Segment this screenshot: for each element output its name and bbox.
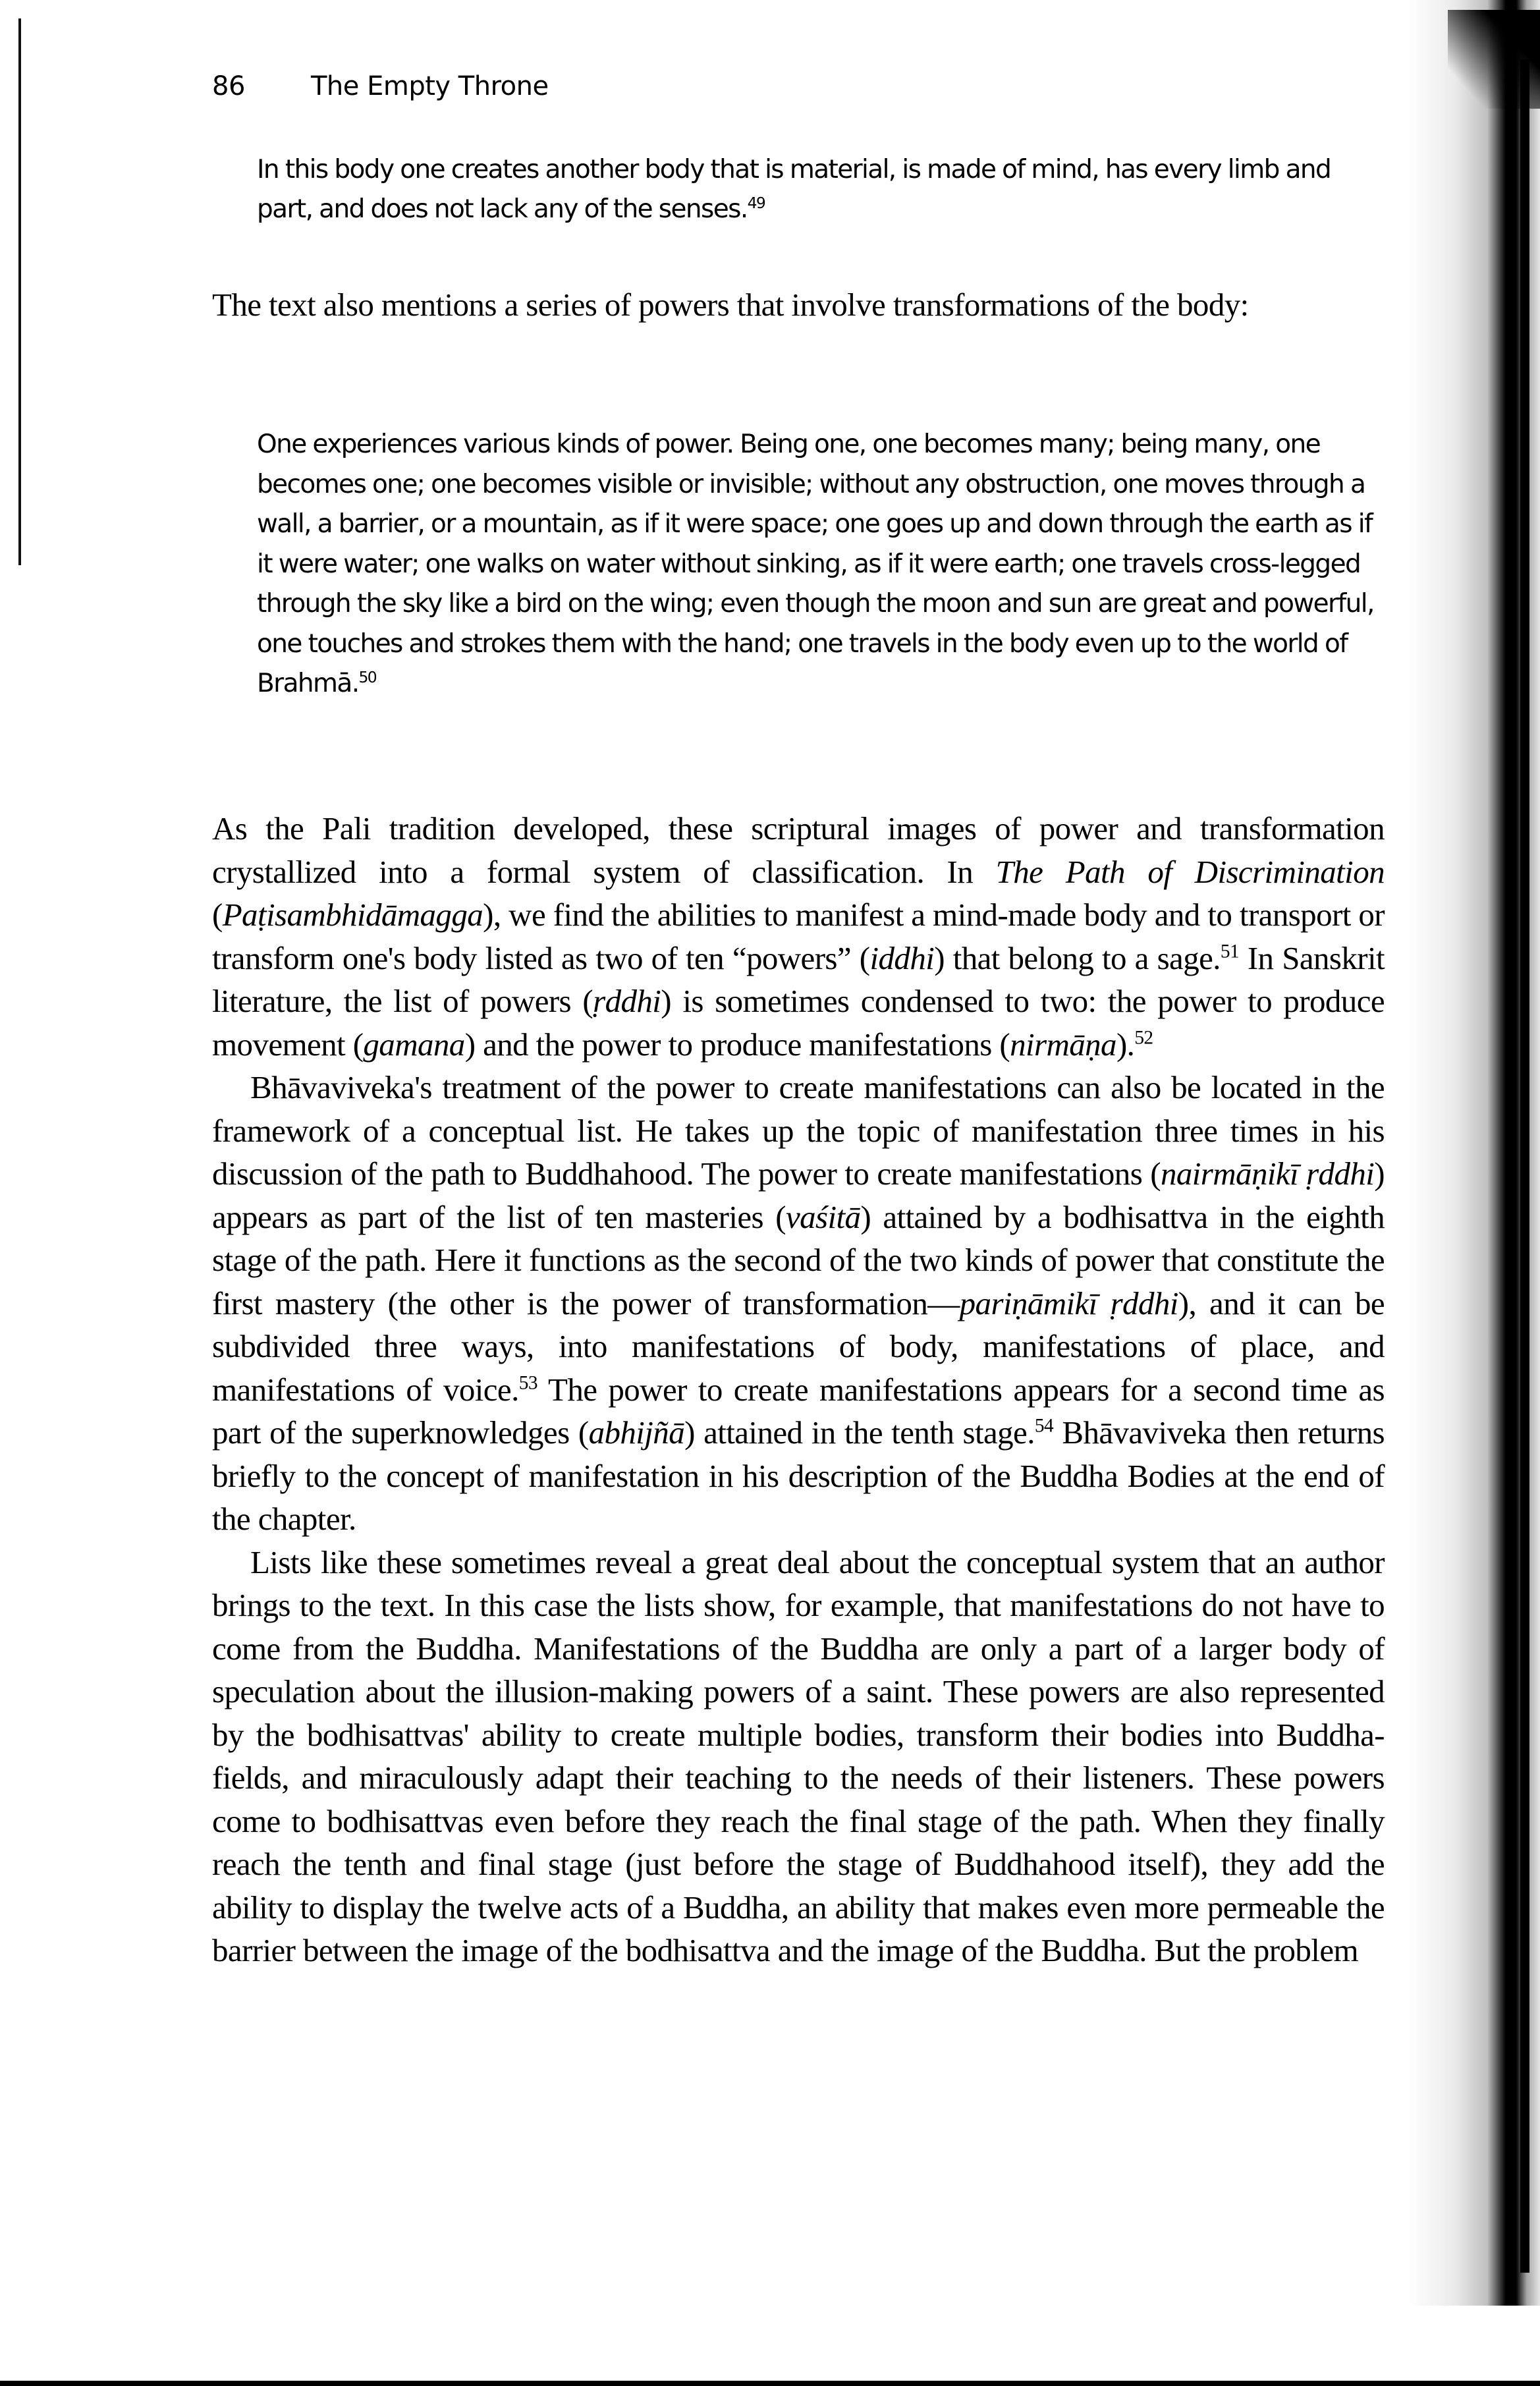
text-run: ) appears as part of the list of ten masteries ( bbox=[212, 1155, 1385, 1235]
italic-title: The Path of Discrimination bbox=[995, 853, 1385, 890]
italic-term: vaśitā bbox=[785, 1198, 861, 1235]
text-run: The power to create manifestations appears for a second time as part of the superknowledges ( bbox=[212, 1371, 1385, 1451]
italic-term: iddhi bbox=[869, 939, 935, 976]
text-run: As the Pali tradition developed, these scriptural images of power and transformation crystallized into a formal system of classification. In bbox=[212, 810, 1385, 890]
text-run: ), we find the abilities to manifest a mind-made body and to transport or transform one's body listed as two of ten “powers” ( bbox=[212, 897, 1385, 976]
text-run: ), and it can be subdivided three ways, into manifestations of body, manifestations of place, and manifestations of voice. bbox=[212, 1285, 1385, 1408]
text-run: ( bbox=[212, 897, 223, 933]
text-run: ) attained by a bodhisattva in the eighth stage of the path. Here it functions as the second of the two kinds of power that constitute the first mastery (the other is the power of transformation— bbox=[212, 1198, 1385, 1321]
footnote-ref: 49 bbox=[747, 194, 765, 212]
running-header bbox=[212, 71, 549, 101]
text-run: ) and the power to produce manifestations ( bbox=[464, 1026, 1010, 1063]
block-quote-mind-made-body bbox=[257, 150, 1390, 229]
running-title: The Empty Throne bbox=[311, 71, 549, 101]
footnote-ref: 53 bbox=[518, 1372, 537, 1394]
text-run: ) attained in the tenth stage. bbox=[684, 1414, 1035, 1451]
quote-text: One experiences various kinds of power. Being one, one becomes many; being many, one becomes one; one becomes visible or invisible; without any obstruction, one moves through a wall, a barrier, or a mountain, as if it were space; one goes up and down through the earth as if it were water; one walks on water without sinking, as if it were earth; one travels cross-legged through the sky like a bird on the wing; even though the moon and sun are great and powerful, one touches and strokes them with the hand; one travels in the body even up to the world of Brahmā. bbox=[257, 430, 1374, 698]
italic-term: pariṇāmikī ṛddhi bbox=[959, 1285, 1178, 1321]
text-run: ). bbox=[1116, 1026, 1135, 1063]
quote-text: In this body one creates another body that is material, is made of mind, has every limb and part, and does not lack any of the senses. bbox=[257, 155, 1331, 224]
paragraph-pali-tradition bbox=[212, 807, 1385, 1066]
scan-left-edge bbox=[18, 18, 21, 565]
text-run: In Sanskrit literature, the list of powers ( bbox=[212, 939, 1385, 1019]
text-run: Bhāvaviveka's treatment of the power to create manifestations can also be located in the framework of a conceptual list. He takes up the topic of manifestation three times in his discussion of the path to Buddhahood. The power to create manifestations ( bbox=[212, 1069, 1385, 1192]
paragraph-bhavaviveka bbox=[212, 1066, 1385, 1541]
page-number: 86 bbox=[212, 71, 245, 101]
italic-term: nairmāṇikī ṛddhi bbox=[1160, 1155, 1375, 1192]
footnote-ref: 51 bbox=[1220, 941, 1240, 962]
italic-term: Paṭisambhidāmagga bbox=[222, 897, 483, 933]
footnote-ref: 50 bbox=[358, 668, 377, 686]
paragraph-text: The text also mentions a series of powers that involve transformations of the body: bbox=[212, 287, 1249, 323]
scan-bottom-edge bbox=[0, 2381, 1540, 2386]
footnote-ref: 52 bbox=[1134, 1027, 1153, 1049]
italic-term: ṛddhi bbox=[593, 983, 661, 1019]
paragraph-lists: Lists like these sometimes reveal a great deal about the conceptual system that an author brings to the text. In this case the lists show, for example, that manifestations do not have to come from the Buddha. Manifestations of the Buddha are only a part of a larger body of speculation about the illusion-making powers of a saint. These powers are also represented by the bodhisattvas' ability to create multiple bodies, transform their bodies into Buddha-fields, and miraculously adapt their teaching to the needs of their listeners. These powers come to bodhisattvas even before they reach the final stage of the path. When they finally reach the tenth and final stage (just before the stage of Buddhahood itself), they add the ability to display the twelve acts of a Buddha, an ability that makes even more permeable the barrier between the image of the bodhisattva and the image of the Buddha. But the problem bbox=[212, 1543, 1385, 1968]
italic-term: abhijñā bbox=[588, 1414, 685, 1451]
text-run: Bhāvaviveka then returns briefly to the concept of manifestation in his description of the Buddha Bodies at the end of the chapter. bbox=[212, 1414, 1385, 1537]
main-text bbox=[212, 807, 1385, 1972]
italic-term: gamana bbox=[363, 1026, 465, 1063]
italic-term: nirmāṇa bbox=[1010, 1026, 1116, 1063]
footnote-ref: 54 bbox=[1034, 1415, 1054, 1437]
text-run: ) that belong to a sage. bbox=[934, 939, 1221, 976]
text-run: ) is sometimes condensed to two: the power to produce movement ( bbox=[212, 983, 1385, 1063]
intro-paragraph bbox=[212, 283, 1385, 327]
block-quote-powers bbox=[257, 425, 1390, 704]
scan-spine-edge bbox=[1520, 59, 1529, 2273]
